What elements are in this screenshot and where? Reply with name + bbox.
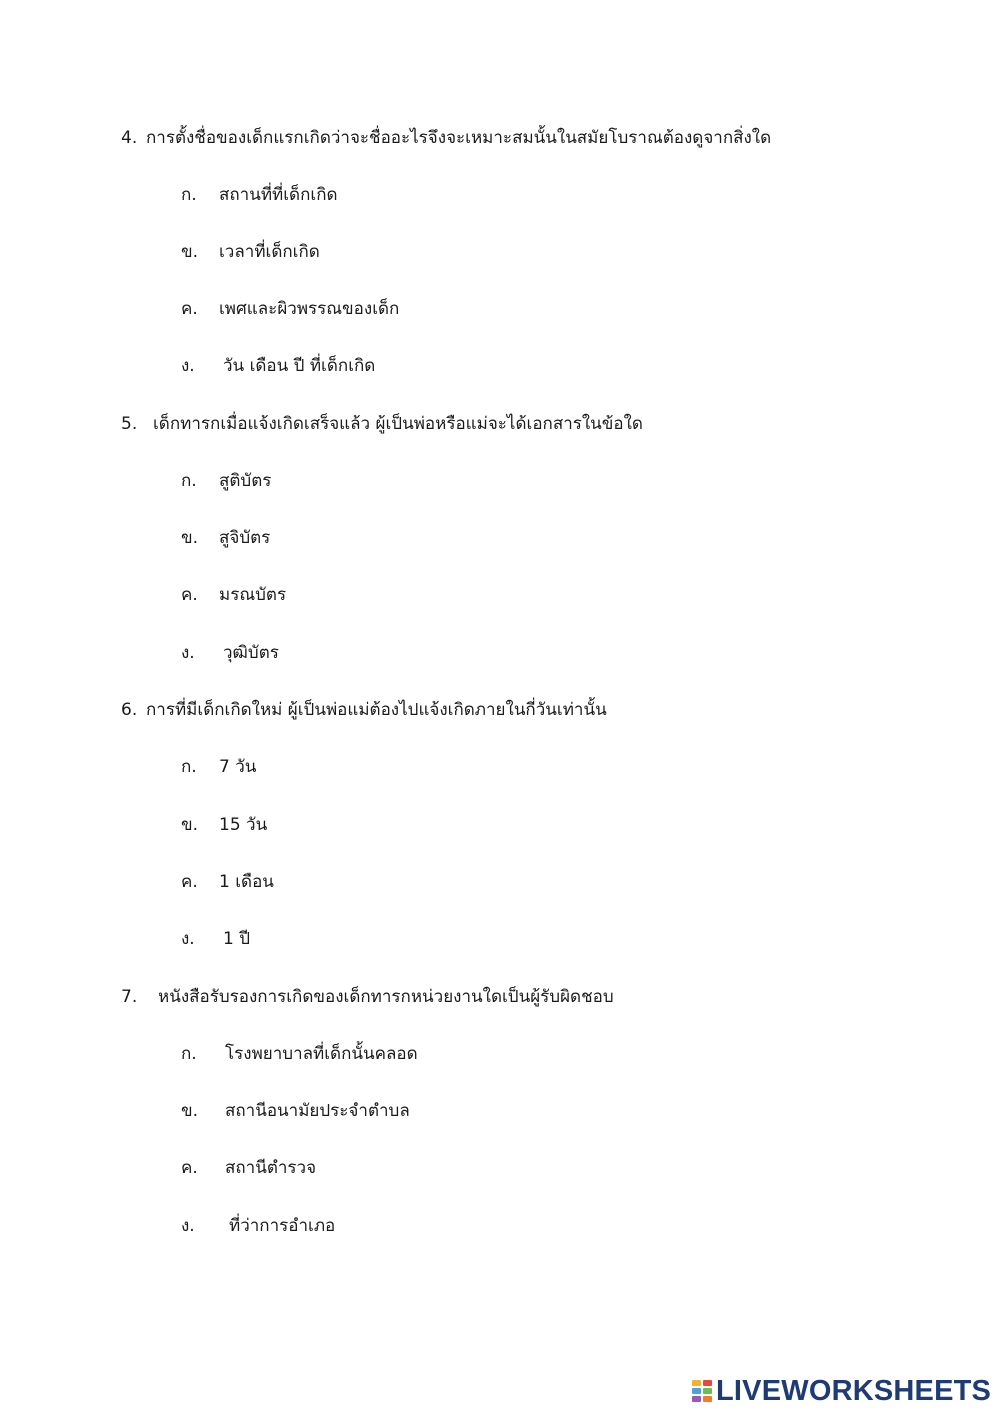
option-label: ก.: [181, 757, 197, 777]
option-label: ค.: [181, 585, 198, 605]
logo-cell: [692, 1388, 701, 1394]
liveworksheets-logo[interactable]: [692, 1374, 991, 1408]
option-text: เวลาที่เด็กเกิด: [219, 242, 320, 262]
option-label: ข.: [181, 528, 199, 548]
option-text: ที่ว่าการอำเภอ: [229, 1216, 336, 1236]
option-label: ก.: [181, 471, 197, 491]
option-label: ก.: [181, 1044, 197, 1064]
option-text: 15 วัน: [219, 815, 268, 835]
logo-cell: [692, 1380, 701, 1386]
option-label: ง.: [181, 929, 195, 949]
question-number: 7.: [121, 987, 138, 1007]
option-text: สถานีตำรวจ: [225, 1158, 317, 1178]
option-label: ข.: [181, 242, 199, 262]
question-number: 5.: [121, 414, 138, 434]
option-text: เพศและผิวพรรณของเด็ก: [219, 299, 400, 319]
option-text: สูจิบัตร: [219, 528, 271, 548]
option-text: สถานที่ที่เด็กเกิด: [219, 185, 338, 205]
option-label: ก.: [181, 185, 197, 205]
option-text: 1 เดือน: [219, 872, 274, 892]
option-text: สูติบัตร: [219, 471, 272, 491]
option-label: ข.: [181, 815, 199, 835]
option-text: 7 วัน: [219, 757, 257, 777]
option-label: ง.: [181, 1216, 195, 1236]
logo-cell: [703, 1388, 712, 1394]
option-text: โรงพยาบาลที่เด็กนั้นคลอด: [225, 1044, 418, 1064]
option-label: ค.: [181, 1158, 198, 1178]
option-label: ง.: [181, 356, 195, 376]
option-text: 1 ปี: [223, 929, 251, 949]
option-text: วัน เดือน ปี ที่เด็กเกิด: [223, 356, 376, 376]
option-text: มรณบัตร: [219, 585, 287, 605]
option-text: สถานีอนามัยประจำตำบล: [225, 1101, 410, 1121]
option-label: ค.: [181, 872, 198, 892]
option-text: วุฒิบัตร: [223, 643, 279, 663]
logo-cell: [703, 1380, 712, 1386]
logo-text: LIVEWORKSHEETS: [716, 1375, 992, 1407]
question-text: การที่มีเด็กเกิดใหม่ ผู้เป็นพ่อแม่ต้องไปแจ้งเกิดภายในกี่วันเท่านั้น: [146, 700, 607, 720]
option-label: ค.: [181, 299, 198, 319]
logo-grid-icon: [692, 1380, 712, 1402]
question-text: หนังสือรับรองการเกิดของเด็กทารกหน่วยงานใดเป็นผู้รับผิดชอบ: [158, 987, 614, 1007]
question-number: 6.: [121, 700, 138, 720]
question-number: 4.: [121, 128, 138, 148]
logo-cell: [703, 1396, 712, 1402]
logo-cell: [692, 1396, 701, 1402]
option-label: ง.: [181, 643, 195, 663]
question-text: การตั้งชื่อของเด็กแรกเกิดว่าจะชื่ออะไรจึงจะเหมาะสมนั้นในสมัยโบราณต้องดูจากสิ่งใด: [146, 128, 772, 148]
option-label: ข.: [181, 1101, 199, 1121]
question-text: เด็กทารกเมื่อแจ้งเกิดเสร็จแล้ว ผู้เป็นพ่อหรือแม่จะได้เอกสารในข้อใด: [153, 414, 643, 434]
